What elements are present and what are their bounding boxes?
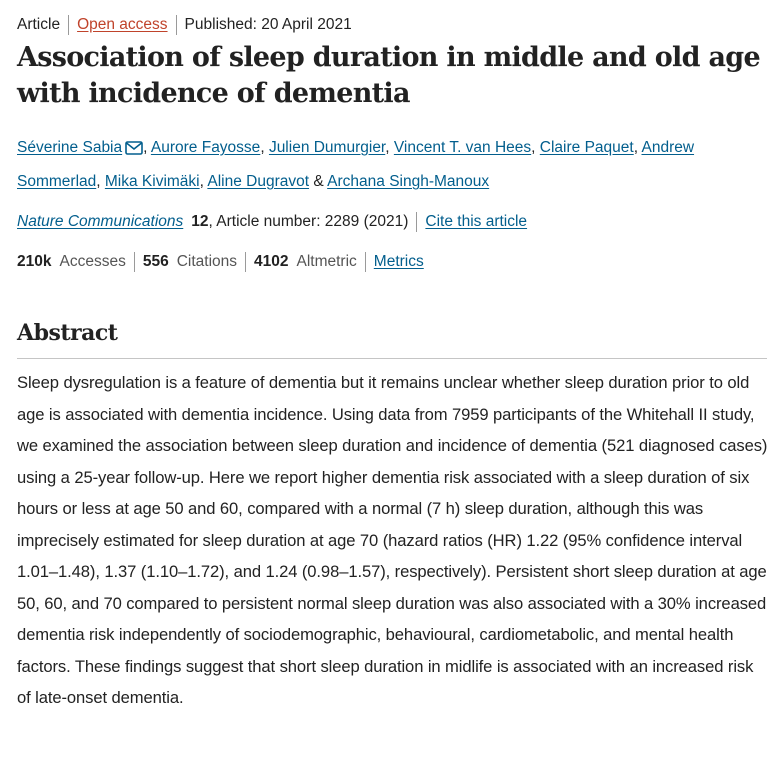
metrics-divider [245, 252, 246, 272]
published-date: Published: 20 April 2021 [184, 16, 352, 33]
envelope-icon[interactable] [125, 135, 143, 166]
abstract-text: Sleep dysregulation is a feature of dementia but it remains unclear whether sleep duration prior to old age is associated with dementia incidence. Using data from 7959 participants of the Whitehall II study, we examined the association between sleep duration and incidence of dementia (521 diagnosed cases) using a 25-year follow-up. Here we report higher dementia risk associated with a sleep duration of six hours or less at age 50 and 60, compared with a normal (7 h) sleep duration, although this was imprecisely estimated for sleep duration at age 70 (hazard ratios (HR) 1.22 (95% confidence interval 1.01–1.48), 1.37 (1.10–1.72), and 1.24 (0.98–1.57), respectively). Persistent short sleep duration at age 50, 60, and 70 compared to persistent normal sleep duration was also associated with a 30% increased dementia risk independently of sociodemographic, behavioural, cardiometabolic, and mental health factors. These findings suggest that short sleep duration in midlife is associated with an increased risk of late-onset dementia. [17, 373, 768, 707]
accesses-label: Accesses [59, 253, 126, 270]
citations-label: Citations [176, 253, 238, 270]
metrics-link[interactable]: Metrics [373, 253, 424, 270]
author-link[interactable]: Aline Dugravot [207, 173, 310, 190]
author-link[interactable]: Séverine Sabia [17, 139, 123, 156]
author-link[interactable]: Vincent T. van Hees [393, 139, 532, 156]
author-link[interactable]: Mika Kivimäki [104, 173, 200, 190]
article-type: Article [17, 16, 61, 33]
article-page [0, 14, 782, 714]
author-link[interactable]: Aurore Fayosse [150, 139, 261, 156]
volume-number: 12 [191, 213, 209, 230]
cite-this-article-link[interactable]: Cite this article [425, 213, 528, 230]
citation-divider [416, 212, 417, 232]
altmetric-label: Altmetric [296, 253, 357, 270]
journal-link[interactable]: Nature Communications [17, 213, 184, 230]
accesses-count: 210k [17, 253, 52, 270]
author-link[interactable]: Archana Singh-Manoux [327, 173, 490, 190]
metrics-divider [134, 252, 135, 272]
author-list: Séverine Sabia , Aurore Fayosse, Julien Dumurgier, Vincent T. van Hees, Claire Paquet, Andrew Sommerlad, Mika Kivimäki, Aline Dugravot & Archana Singh-Manoux [17, 132, 777, 197]
open-access-link[interactable]: Open access [77, 16, 168, 33]
article-number: , Article number: 2289 (2021) [208, 213, 409, 230]
citations-count: 556 [142, 253, 169, 270]
altmetric-score: 4102 [254, 253, 289, 270]
author-link[interactable]: Claire Paquet [539, 139, 634, 156]
author-link[interactable]: Andrew Sommerlad [17, 139, 695, 190]
citation-row [17, 210, 765, 234]
meta-divider [68, 15, 69, 35]
article-meta-row [17, 14, 765, 36]
meta-divider [176, 15, 177, 35]
section-divider [17, 358, 767, 359]
abstract-heading: Abstract [17, 320, 118, 346]
article-title: Association of sleep duration in middle and old age with incidence of dementia [17, 42, 760, 109]
metrics-divider [365, 252, 366, 272]
metrics-row [17, 250, 765, 274]
author-link[interactable]: Julien Dumurgier [268, 139, 386, 156]
